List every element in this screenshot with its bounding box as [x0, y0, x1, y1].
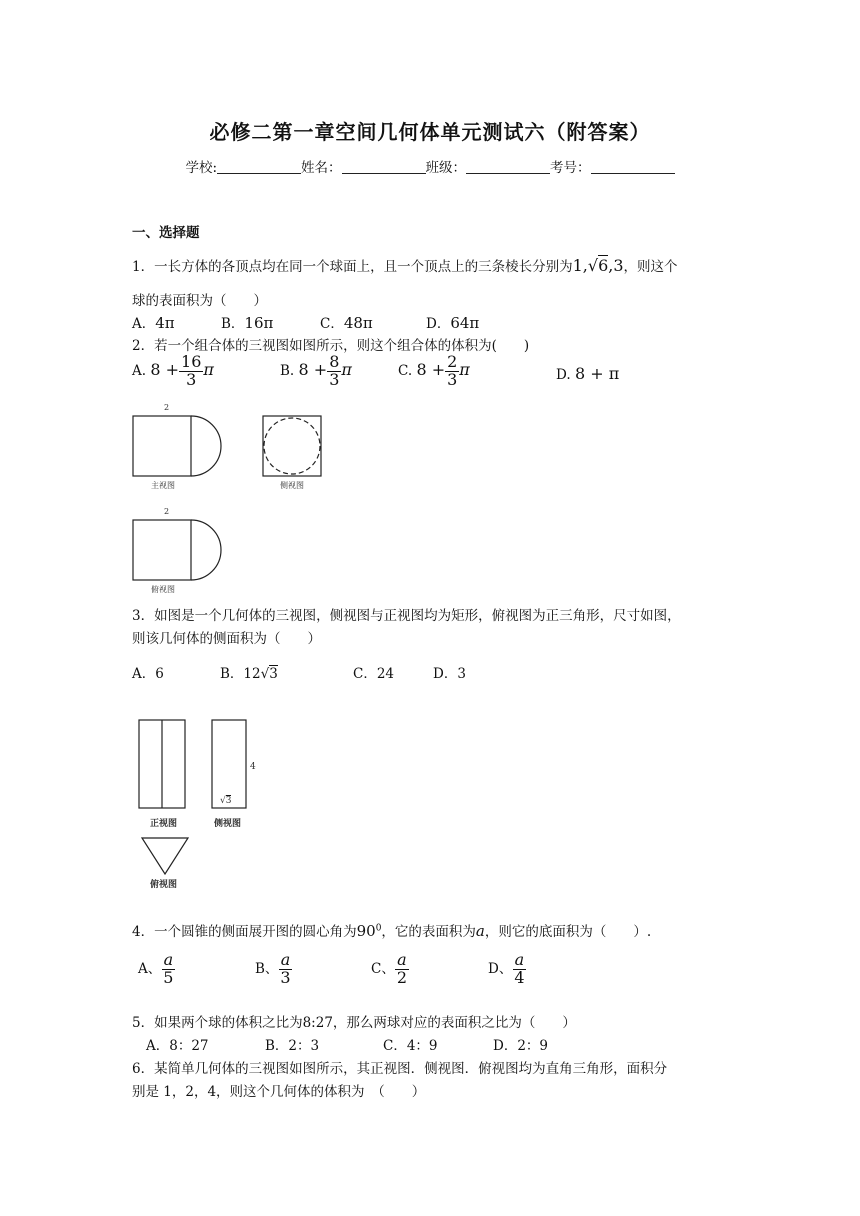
denominator: 3 — [329, 369, 340, 389]
fraction — [512, 952, 526, 987]
option-label: C． — [320, 316, 344, 332]
pi-symbol: π — [203, 359, 214, 379]
fraction — [161, 952, 175, 987]
q3-top-view-caption: 俯视图 — [150, 880, 178, 890]
fraction — [278, 952, 292, 987]
q3-option-a[interactable]: A．6 — [132, 666, 164, 682]
q3-height-dim-label: 4 — [250, 762, 256, 772]
name-label: 姓名： — [301, 160, 342, 176]
q5-option-b[interactable]: B．2：3 — [265, 1038, 320, 1054]
q4-option-a[interactable] — [138, 952, 175, 987]
denominator: 5 — [163, 967, 174, 987]
denominator: 3 — [280, 967, 291, 987]
numerator: a — [514, 950, 525, 969]
sqrt-sign: √ — [260, 666, 270, 682]
q2-top-dim-label: 2 — [164, 507, 170, 516]
front-view-caption: 主视图 — [151, 481, 175, 490]
option-label: D． — [426, 316, 451, 332]
section-heading: 一、选择题 — [132, 225, 200, 241]
top-view-caption: 俯视图 — [151, 585, 175, 594]
numerator: 8 — [329, 352, 340, 371]
numerator: 2 — [447, 352, 458, 371]
denominator: 3 — [447, 369, 458, 389]
q3-side-view-caption: 侧视图 — [214, 819, 242, 829]
side-view-caption: 侧视图 — [280, 481, 304, 490]
option-value: 64π — [450, 314, 480, 332]
page-title: 必修二第一章空间几何体单元测试六（附答案） — [209, 120, 651, 144]
option-label: A. — [132, 362, 151, 379]
q4-variable: a — [475, 922, 485, 940]
numerator: 16 — [181, 352, 202, 371]
q3-top-view-triangle — [142, 838, 188, 874]
q3-option-c[interactable]: C．24 — [353, 666, 395, 682]
q4-degree: 0 — [375, 923, 382, 934]
q3-front-view-caption: 正视图 — [150, 819, 178, 829]
q5-option-a[interactable]: A．8：27 — [146, 1038, 209, 1054]
numerator: a — [163, 950, 174, 969]
option-label: C. — [398, 362, 417, 379]
q3-option-d[interactable]: D．3 — [433, 666, 466, 682]
q4-option-d[interactable] — [488, 952, 527, 987]
option-label: B、 — [255, 960, 279, 977]
q3-width-dim-label — [220, 796, 231, 806]
sqrt-radicand: 3 — [269, 666, 278, 682]
denominator: 4 — [514, 967, 525, 987]
question-4-text — [132, 920, 651, 940]
option-pre: 8 + — [416, 359, 446, 379]
option-value: 16π — [244, 314, 274, 332]
q5-option-d[interactable]: D．2：9 — [493, 1038, 549, 1054]
pi-symbol: π — [341, 359, 352, 379]
option-label: D. — [556, 367, 575, 383]
q4-text-a: 4．一个圆锥的侧面展开图的圆心角为 — [132, 924, 357, 940]
sqrt-sign: √ — [587, 256, 599, 275]
numerator: a — [280, 950, 291, 969]
class-label: 班级： — [425, 160, 467, 176]
denominator: 3 — [186, 369, 197, 389]
q4-option-c[interactable] — [371, 952, 409, 987]
question-6-line-1: 6．某简单几何体的三视图如图所示，其正视图．侧视图．俯视图均为直角三角形，面积分 — [132, 1061, 668, 1077]
q4-option-b[interactable] — [255, 952, 293, 987]
fraction — [395, 952, 409, 987]
question-2-text: 2．若一个组合体的三视图如图所示，则这个组合体的体积为( ) — [132, 338, 530, 354]
q4-angle: 90 — [356, 922, 376, 940]
denominator: 2 — [396, 967, 408, 987]
question-5-text: 5．如果两个球的体积之比为8:27，那么两球对应的表面积之比为（ ） — [132, 1015, 576, 1031]
option-label: B． — [221, 316, 245, 332]
option-label: B. — [280, 362, 299, 379]
option-label: A、 — [138, 960, 162, 977]
option-pre: 8 + — [298, 359, 328, 379]
q1-text-a: 1．一长方体的各顶点均在同一个球面上，且一个顶点上的三条棱长分别为 — [132, 259, 573, 275]
option-label: C、 — [371, 960, 395, 977]
exam-no-label: 考号： — [550, 160, 591, 176]
q4-text-b: ，它的表面积为 — [381, 924, 476, 940]
pi-symbol: π — [459, 359, 470, 379]
option-value: 8 + π — [574, 364, 620, 383]
q5-option-c[interactable]: C．4：9 — [383, 1038, 438, 1054]
option-label: A． — [132, 316, 156, 332]
sqrt-radicand: 3 — [225, 796, 232, 806]
sqrt-sign: √ — [220, 796, 226, 806]
q4-text-c: ，则它的底面积为（ ）. — [484, 924, 652, 940]
option-value: B．12 — [220, 666, 261, 682]
q1-text-b: ，则这个 — [623, 259, 678, 275]
question-3-line-2: 则该几何体的侧面积为（ ） — [132, 631, 321, 647]
option-value: 48π — [343, 314, 373, 332]
q1-math-sqrt: 6 — [598, 256, 609, 275]
numerator: a — [397, 950, 407, 969]
option-value: 4π — [155, 314, 175, 332]
school-label: 学校: — [185, 160, 218, 176]
question-6-line-2: 别是 1，2，4，则这个几何体的体积为 （ ） — [132, 1084, 426, 1100]
q2-front-dim-label: 2 — [164, 403, 170, 412]
option-pre: 8 + — [150, 359, 180, 379]
q1-math-1: 1, — [572, 256, 588, 275]
question-1-line-2: 球的表面积为（ ） — [132, 293, 267, 309]
q1-math-3: ,3 — [608, 256, 624, 275]
option-label: D、 — [488, 960, 513, 977]
question-3-line-1: 3．如图是一个几何体的三视图，侧视图与正视图均为矩形，俯视图为正三角形，尺寸如图， — [132, 608, 681, 624]
